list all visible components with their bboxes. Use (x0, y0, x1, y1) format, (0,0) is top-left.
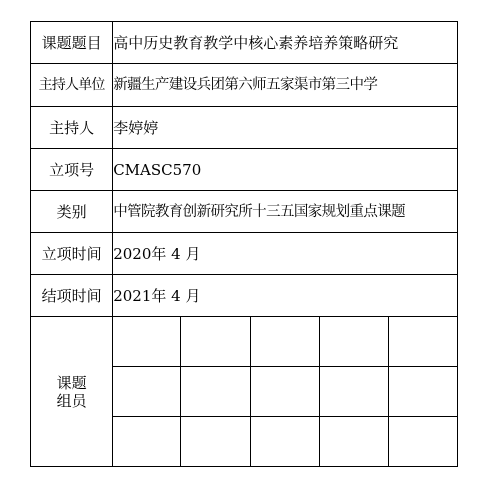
member-cell (250, 367, 319, 417)
row-end-date (31, 275, 458, 317)
member-cell (181, 317, 250, 367)
category-value: 中管院教育创新研究所十三五国家规划重点课题 (113, 191, 458, 233)
member-cell (181, 367, 250, 417)
project-title-value: 高中历史教育教学中核心素养培养策略研究 (113, 22, 458, 64)
members-label (31, 317, 113, 467)
member-cell (113, 417, 181, 467)
project-info-sheet (30, 21, 458, 471)
host-label: 主持人 (31, 107, 113, 149)
member-cell (319, 417, 388, 467)
row-project-number (31, 149, 458, 191)
host-unit-label: 主持人单位 (31, 64, 113, 107)
member-cell (388, 317, 457, 367)
project-info-table (30, 21, 458, 467)
member-cell (113, 317, 181, 367)
project-title-label: 课题题目 (31, 22, 113, 64)
host-unit-value: 新疆生产建设兵团第六师五家渠市第三中学 (113, 64, 458, 107)
project-number-label: 立项号 (31, 149, 113, 191)
members-label-line1: 课题 (56, 373, 87, 392)
members-label-line2: 组员 (56, 391, 87, 410)
category-label: 类别 (31, 191, 113, 233)
member-cell (250, 317, 319, 367)
members-row-1 (31, 317, 458, 367)
member-cell (319, 317, 388, 367)
member-cell (181, 417, 250, 467)
member-cell (250, 417, 319, 467)
start-date-label: 立项时间 (31, 233, 113, 275)
end-date-value: 2021年 4 月 (113, 275, 458, 317)
end-date-label: 结项时间 (31, 275, 113, 317)
start-date-value: 2020年 4 月 (113, 233, 458, 275)
member-cell (388, 367, 457, 417)
member-cell (388, 417, 457, 467)
host-value: 李婷婷 (113, 107, 458, 149)
row-project-title (31, 22, 458, 64)
row-host (31, 107, 458, 149)
row-host-unit (31, 64, 458, 107)
row-category (31, 191, 458, 233)
row-start-date (31, 233, 458, 275)
project-number-value: CMASC570 (113, 149, 458, 191)
member-cell (319, 367, 388, 417)
member-cell (113, 367, 181, 417)
